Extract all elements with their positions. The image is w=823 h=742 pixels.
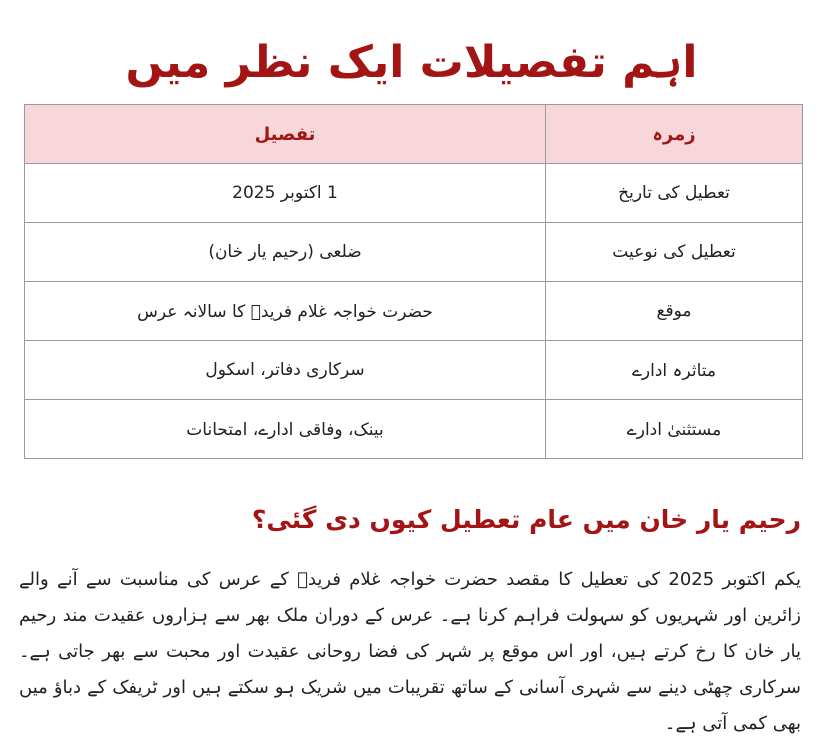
body-paragraph: یکم اکتوبر 2025 کی تعطیل کا مقصد حضرت خواجہ غلام فریدؒ کے عرس کی مناسبت سے آنے والے زائرین اور شہریوں کو سہولت فراہم کرنا ہے۔ عرس کے دوران ملک بھر سے ہزاروں عقیدت مند رحیم یار خان کا رخ کرتے ہیں، اور اس موقع پر شہر کی فضا روحانی عقیدت اور محبت سے بھر جاتی ہے۔ سرکاری چھٹی دینے سے شہری آسانی کے ساتھ تقریبات میں شریک ہو سکتے ہیں اور ٹریفک کے دباؤ میں بھی کمی آتی ہے۔ xyxy=(19,569,801,734)
table-row xyxy=(25,223,803,282)
table-row xyxy=(25,341,803,400)
row-detail: حضرت خواجہ غلام فریدؒ کا سالانہ عرس xyxy=(25,282,546,341)
row-category: متاثرہ ادارے xyxy=(546,341,803,400)
row-category: تعطیل کی نوعیت xyxy=(546,223,803,282)
table-header-row xyxy=(25,105,803,164)
header-detail: تفصیل xyxy=(25,105,546,164)
row-detail: ضلعی (رحیم یار خان) xyxy=(25,223,546,282)
row-category: مستثنیٰ ادارے xyxy=(546,400,803,459)
row-detail: بینک، وفاقی ادارے، امتحانات xyxy=(25,400,546,459)
page-title: اہم تفصیلات ایک نظر میں xyxy=(125,37,698,88)
section-heading: رحیم یار خان میں عام تعطیل کیوں دی گئی؟ xyxy=(251,505,801,534)
details-table xyxy=(24,104,803,459)
row-category: تعطیل کی تاریخ xyxy=(546,164,803,223)
table-row xyxy=(25,400,803,459)
table-row xyxy=(25,282,803,341)
row-category: موقع xyxy=(546,282,803,341)
table-row xyxy=(25,164,803,223)
header-category: زمرہ xyxy=(546,105,803,164)
row-detail: 1 اکتوبر 2025 xyxy=(25,164,546,223)
row-detail: سرکاری دفاتر، اسکول xyxy=(25,341,546,400)
